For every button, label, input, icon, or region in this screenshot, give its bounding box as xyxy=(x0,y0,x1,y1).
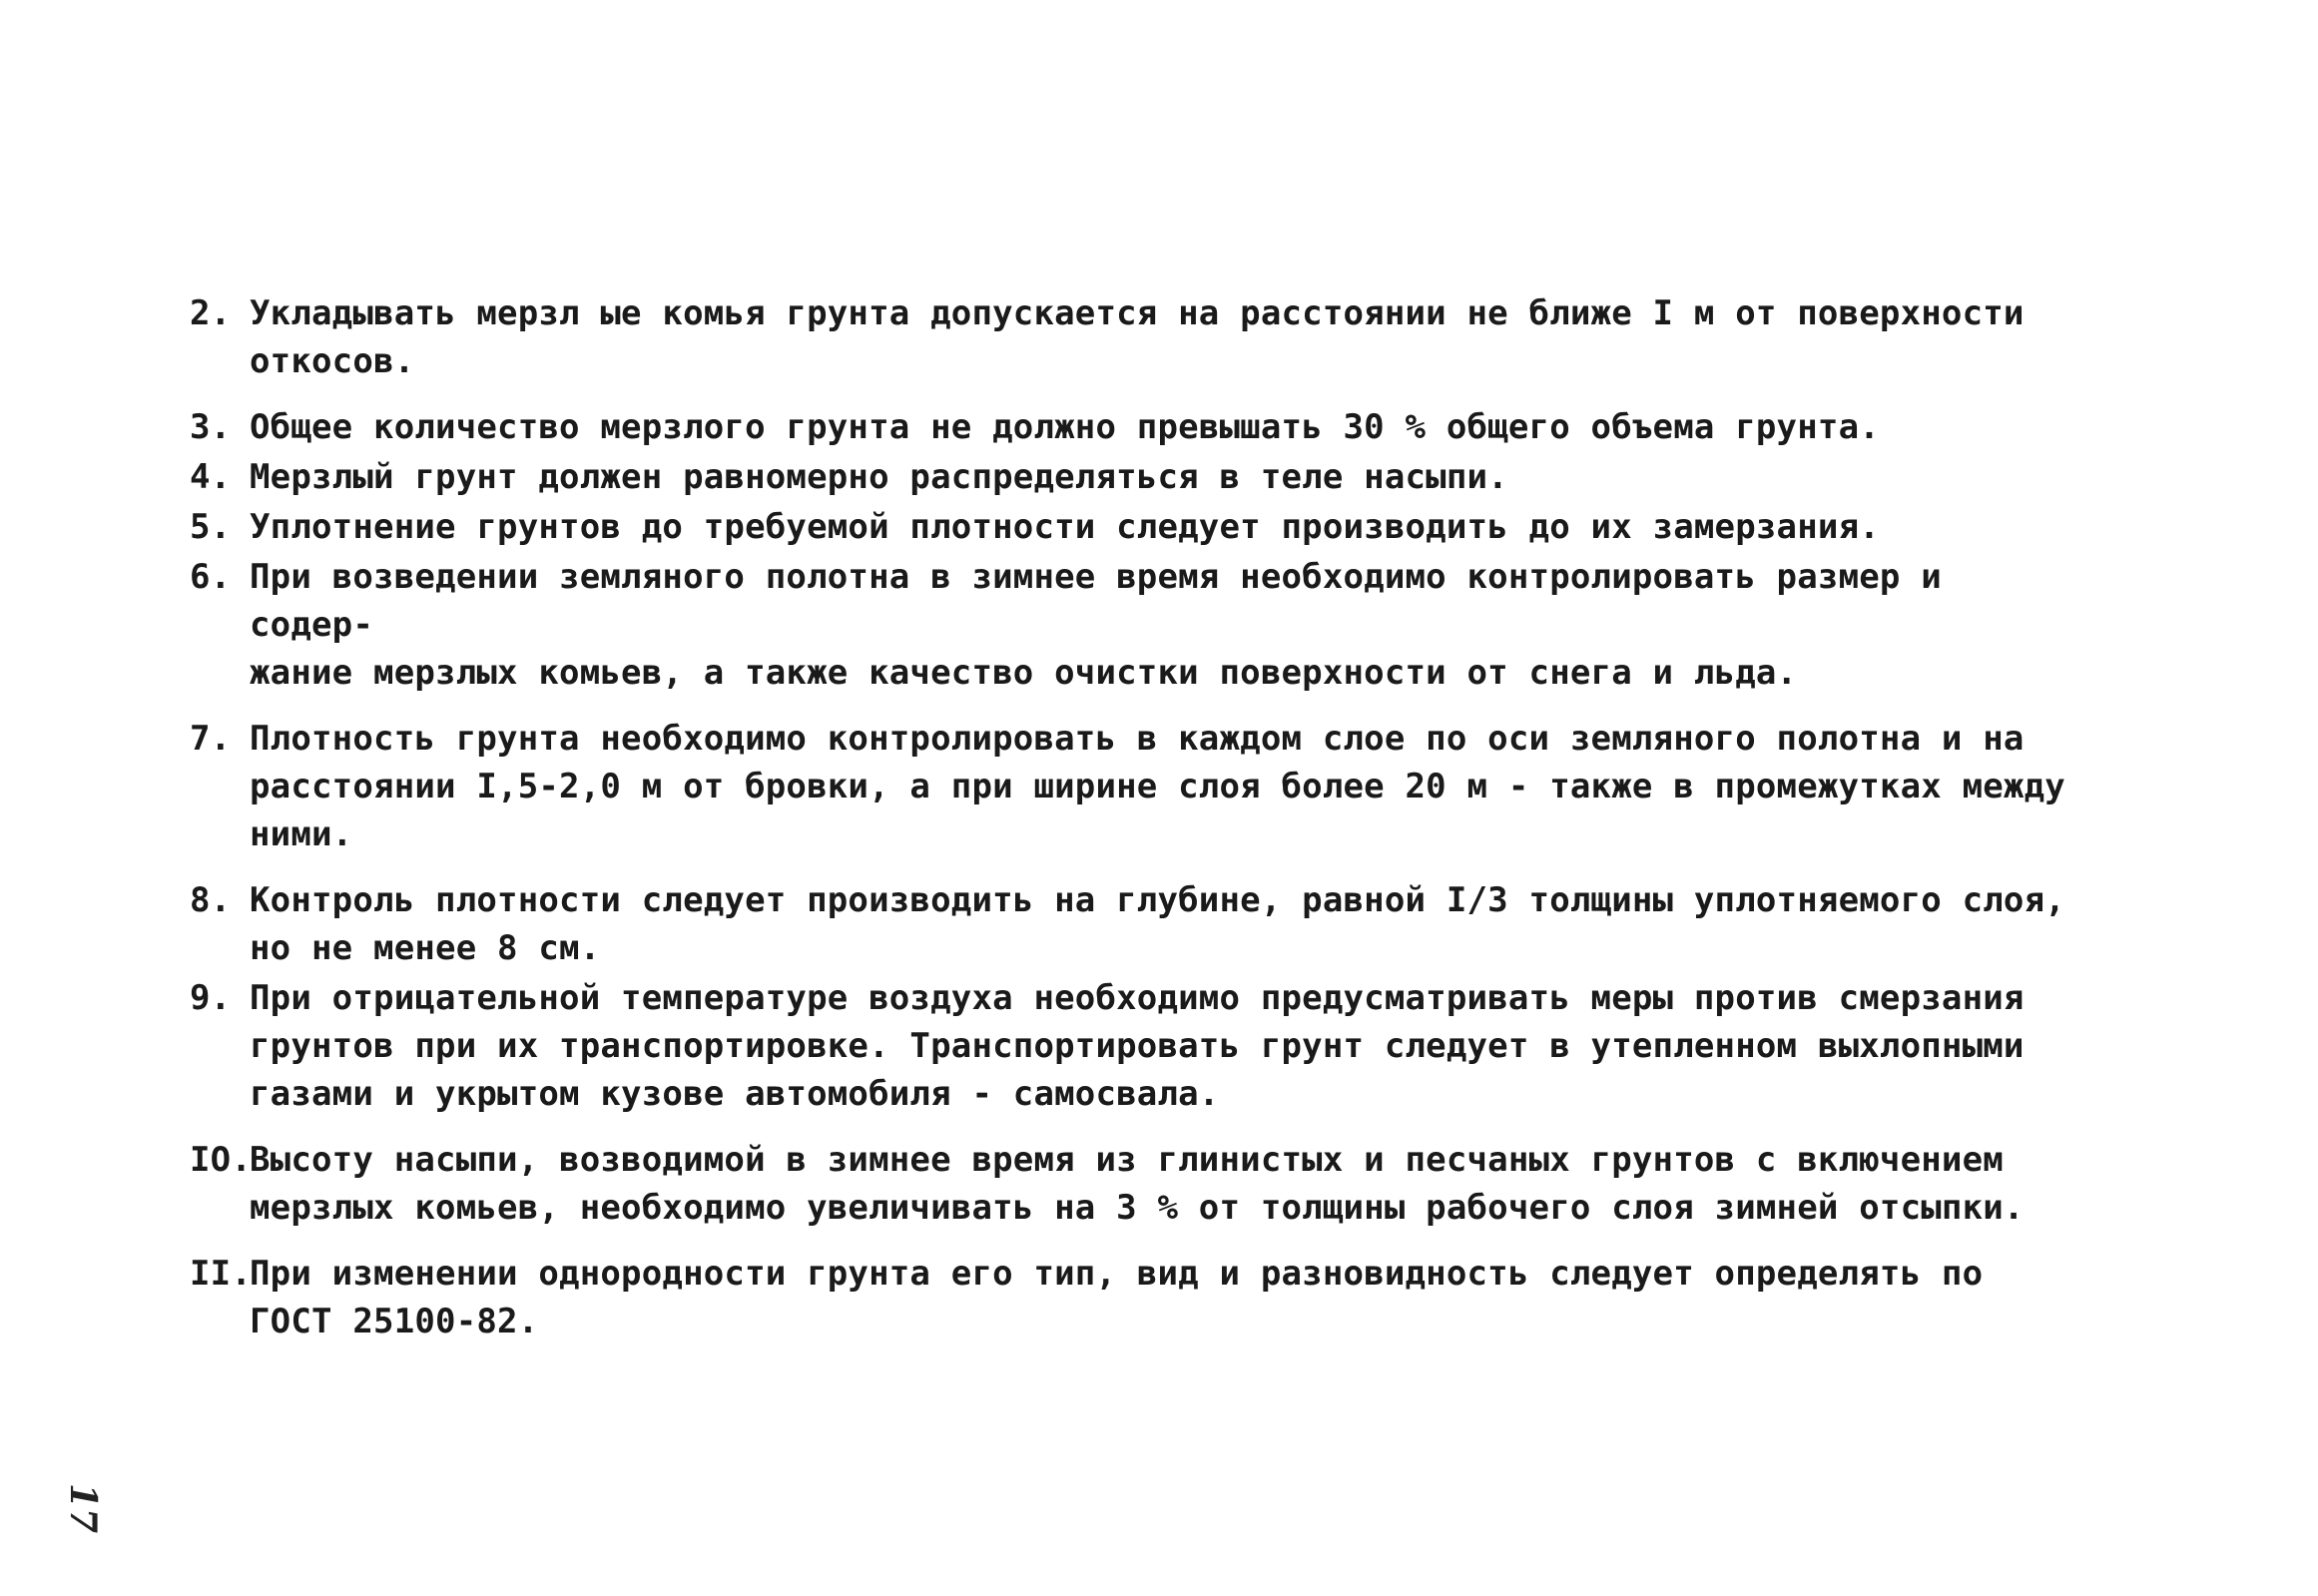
list-item xyxy=(190,1136,2066,1232)
item-number: 9. xyxy=(190,978,232,1018)
list-item xyxy=(190,453,2066,501)
list-item xyxy=(190,289,2066,385)
item-text: При изменении однородности грунта его тип, вид и разновидность следует определять по ГОСТ 25100-82. xyxy=(250,1254,1984,1341)
list-item xyxy=(190,1250,2066,1345)
item-text: При отрицательной температуре воздуха необходимо предусматривать меры против смерзания грунтов при их транспортировке. Транспортировать грунт следует в утепленном выхлопными газами и укрытом кузове автомобиля - самосвала. xyxy=(250,978,2025,1114)
page-number: 17 xyxy=(62,1482,105,1534)
list-item xyxy=(190,715,2066,858)
list-item xyxy=(190,503,2066,551)
item-text: Уплотнение грунтов до требуемой плотности следует производить до их замерзания. xyxy=(250,507,1880,547)
list-item xyxy=(190,403,2066,451)
item-number: 8. xyxy=(190,880,232,920)
item-number: II. xyxy=(190,1254,253,1294)
item-text: Мерзлый грунт должен равномерно распределяться в теле насыпи. xyxy=(250,457,1508,497)
item-text: Контроль плотности следует производить на глубине, равной I/3 толщины уплотняемого слоя, но не менее 8 см. xyxy=(250,880,2065,968)
list-item xyxy=(190,553,2066,697)
item-text: Высоту насыпи, возводимой в зимнее время из глинистых и песчаных грунтов с включением мерзлых комьев, необходимо увеличивать на 3 % от толщины рабочего слоя зимней отсыпки. xyxy=(250,1140,2025,1228)
list-item xyxy=(190,876,2066,972)
item-number: 4. xyxy=(190,457,232,497)
requirements-list xyxy=(190,289,2066,1345)
item-text: При возведении земляного полотна в зимнее время необходимо контролировать размер и содер- жание мерзлых комьев, а также качество очистки поверхности от снега и льда. xyxy=(250,557,1942,693)
list-item xyxy=(190,974,2066,1118)
item-text: Общее количество мерзлого грунта не должно превышать 30 % общего объема грунта. xyxy=(250,407,1880,447)
item-text: Укладывать мерзл ые комья грунта допускается на расстоянии не ближе I м от поверхности откосов. xyxy=(250,293,2025,381)
item-number: 3. xyxy=(190,407,232,447)
item-number: 5. xyxy=(190,507,232,547)
item-number: 2. xyxy=(190,293,232,333)
item-text: Плотность грунта необходимо контролировать в каждом слое по оси земляного полотна и на расстоянии I,5-2,0 м от бровки, а при ширине слоя более 20 м - также в промежутках между ними. xyxy=(250,719,2065,854)
item-number: 6. xyxy=(190,557,232,597)
item-number: IO. xyxy=(190,1140,253,1180)
item-number: 7. xyxy=(190,719,232,759)
